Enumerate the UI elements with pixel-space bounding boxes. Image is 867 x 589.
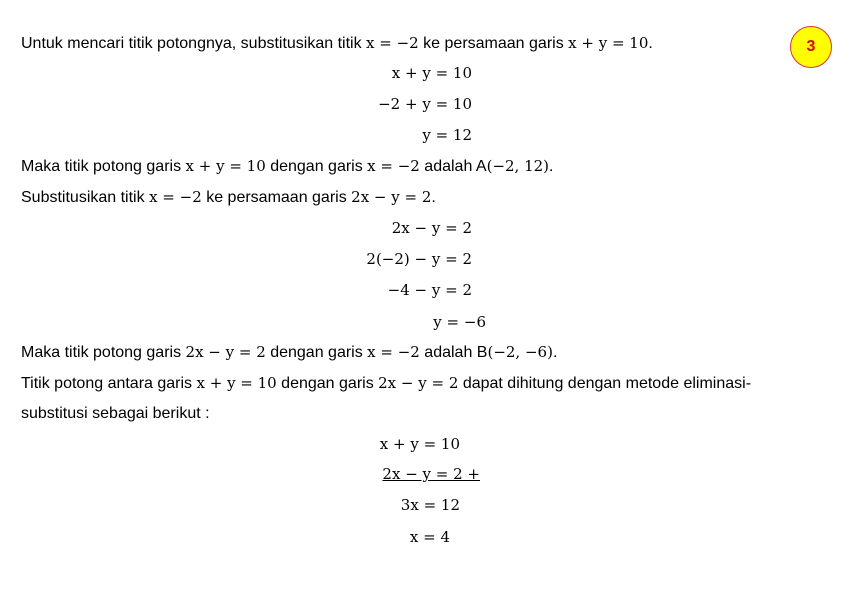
text: Titik potong antara garis xyxy=(21,375,197,392)
math-inline: (−2, 12) xyxy=(486,157,550,175)
text: Substitusikan titik xyxy=(21,189,150,206)
math-inline: x = −2 xyxy=(149,188,202,206)
math-inline: (−2, −6) xyxy=(487,343,553,361)
math-inline: x = −2 xyxy=(366,34,419,52)
paragraph-point-b xyxy=(21,341,557,364)
paragraph-substitute-intro xyxy=(21,32,653,55)
equation-line: −4 − y = 2 xyxy=(387,281,472,299)
text: dengan garis xyxy=(265,158,368,175)
math-inline: x = −2 xyxy=(367,157,420,175)
math-inline: 2x − y = 2 xyxy=(378,374,459,392)
math-inline: x = −2 xyxy=(367,343,420,361)
equation-line: −2 + y = 10 xyxy=(378,95,472,113)
text: ke persamaan garis xyxy=(201,189,352,206)
equation-line: x = 4 xyxy=(409,528,450,546)
text: Maka titik potong garis xyxy=(21,344,186,361)
paragraph-point-a xyxy=(21,155,554,178)
text: ke persamaan garis xyxy=(418,35,569,52)
text: Maka titik potong garis xyxy=(21,158,186,175)
text: . xyxy=(552,344,558,361)
text: Untuk mencari titik potongnya, substitusikan titik xyxy=(21,35,367,52)
math-inline: 2x − y = 2 xyxy=(351,188,432,206)
equation-line: 2x − y = 2 xyxy=(391,219,472,237)
text: dengan garis xyxy=(276,375,379,392)
equation-line: x + y = 10 xyxy=(379,435,460,453)
paragraph-elimination xyxy=(21,372,751,395)
equation-line: y = −6 xyxy=(433,313,486,331)
paragraph-elimination-continued: substitusi sebagai berikut : xyxy=(21,405,210,422)
text: . xyxy=(648,35,653,52)
text: dengan garis xyxy=(265,344,368,361)
page-number-badge: 3 xyxy=(790,26,832,68)
math-inline: x + y = 10 xyxy=(568,34,649,52)
text: . xyxy=(549,158,554,175)
text: adalah A xyxy=(419,158,487,175)
equation-line: y = 12 xyxy=(422,126,472,144)
text: dapat dihitung dengan metode eliminasi- xyxy=(458,375,752,392)
text: . xyxy=(431,189,436,206)
math-inline: x + y = 10 xyxy=(196,374,277,392)
math-inline: x + y = 10 xyxy=(185,157,266,175)
text: adalah B xyxy=(419,344,488,361)
equation-line: x + y = 10 xyxy=(391,64,472,82)
equation-line-sum: 2x − y = 2 + xyxy=(382,465,480,483)
math-inline: 2x − y = 2 xyxy=(185,343,266,361)
equation-line: 2(−2) − y = 2 xyxy=(366,250,472,268)
paragraph-substitute-second xyxy=(21,186,436,209)
equation-line: 3x = 12 xyxy=(400,496,460,514)
